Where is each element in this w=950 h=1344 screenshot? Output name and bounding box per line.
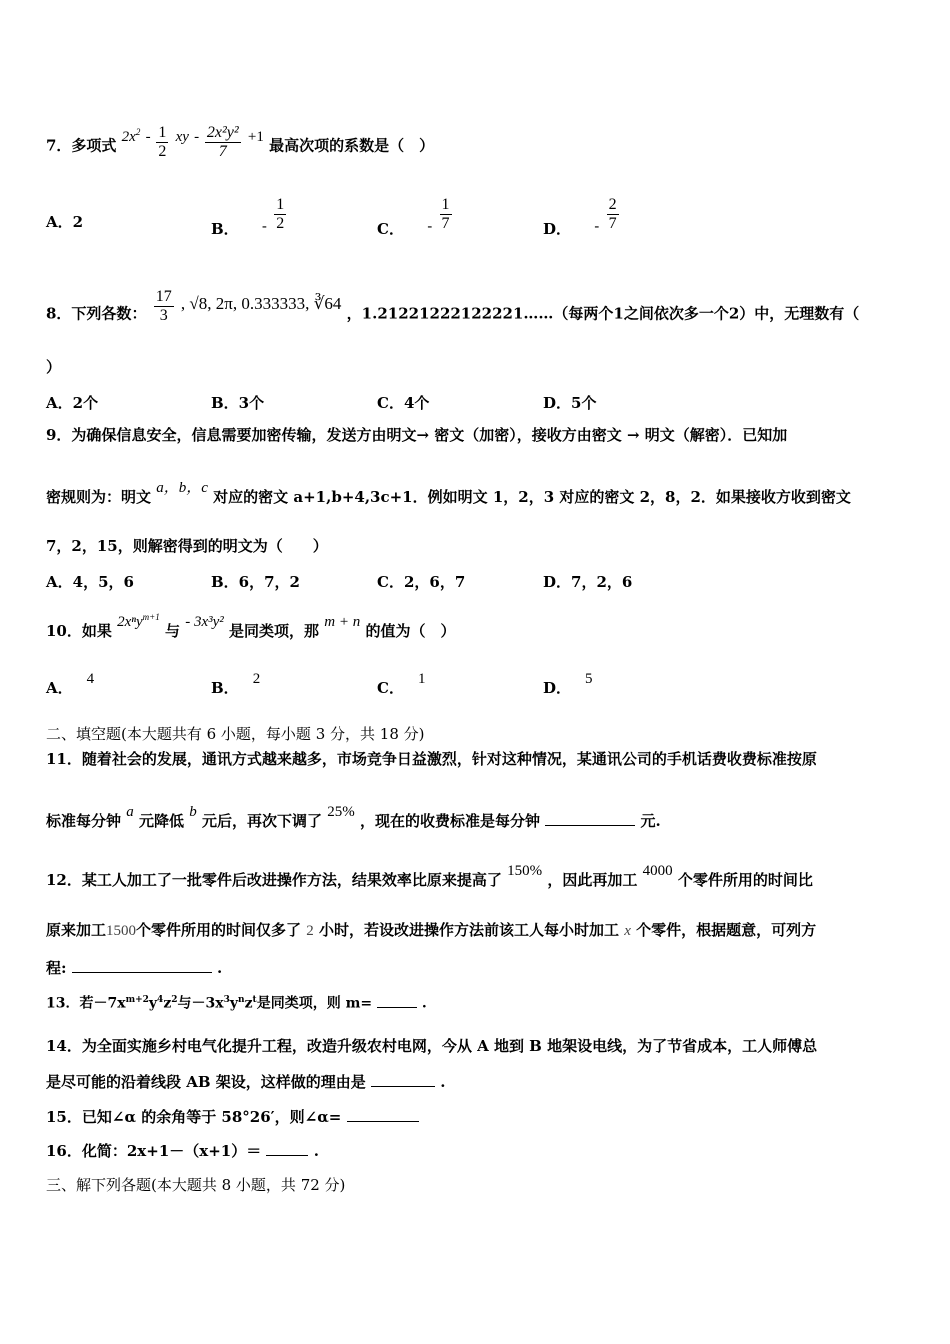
q15-answer-blank[interactable]: [347, 1107, 419, 1122]
q10-option-b: B． 2: [211, 671, 261, 697]
q8-close: ）: [46, 358, 62, 376]
q7-option-c: C． - $\frac{1}{7}$: [377, 196, 450, 238]
q7-label: 7．多项式: [46, 136, 117, 155]
q11-percent: 25%: [327, 804, 355, 820]
q9-line1: 9．为确保信息安全，信息需要加密传输，发送方由明文→ 密文（加密），接收方由密文 → 明文（解密）．已知加: [46, 426, 788, 444]
q8-frac: $\frac{17}{3}$: [155, 288, 172, 324]
q8-option-d: D．5个: [543, 394, 597, 412]
q13-answer-blank[interactable]: [377, 993, 417, 1008]
q7-option-a: A．2: [46, 213, 84, 231]
q12-line2: 原来加工1500个零件所用的时间仅多了 2 小时，若设改进操作方法前该工人每小时加工 x 个零件，根据题意，可列方: [46, 921, 817, 939]
q10-option-a: A． 4: [46, 671, 95, 697]
q12-line1: 12．某工人加工了一批零件后改进操作方法，结果效率比原来提高了 150% ，因此再加工 4000 个零件所用的时间比: [46, 863, 813, 889]
q7-frac1: $\frac{1}{2}$: [158, 124, 167, 160]
q8-label: 8．下列各数：: [46, 304, 147, 323]
q12-answer-blank[interactable]: [72, 958, 212, 973]
q8-option-b: B．3个: [211, 394, 265, 412]
q10-option-d: D． 5: [543, 671, 593, 697]
q7-tail: 最高次项的系数是（ ）: [269, 136, 435, 155]
q9-line2: 密规则为：明文 a，b，c 对应的密文 a+1,b+4,3c+1．例如明文 1，2，3 对应的密文 2，8，2．如果接收方收到密文: [46, 480, 851, 506]
q10-term1: 2xⁿy$^{m+1}$: [117, 612, 160, 630]
q10-line: 10．如果 2xⁿy$^{m+1}$ 与 - 3x³y² 是同类项，那 m + n 的值为（ ）: [46, 612, 456, 640]
q9-plaintext-vars: a，b，c: [156, 480, 208, 496]
q7-minus1: -: [145, 128, 155, 145]
q7-option-b: B． - $\frac{1}{2}$: [211, 196, 285, 238]
q8-line: [46, 288, 860, 333]
q15-line: 15．已知∠α 的余角等于 58°26′，则∠α=: [46, 1107, 419, 1127]
section-2-heading: 二、填空题(本大题共有 6 小题，每小题 3 分，共 18 分): [46, 725, 425, 743]
q9-option-a: A．4，5，6: [46, 573, 134, 591]
section-3-heading: 三、解下列各题(本大题共 8 小题，共 72 分): [46, 1176, 346, 1194]
q14-line2: 是尽可能的沿着线段 AB 架设，这样做的理由是 .: [46, 1073, 446, 1091]
q7-minus2: -: [194, 128, 203, 145]
q7-xy: xy: [175, 128, 189, 145]
q12-line3: 程: .: [46, 959, 223, 977]
q7-term-a: $2x^2$: [121, 126, 141, 145]
q8-tail: ，1.21221222122221……（每两个1之间依次多一个2）中，无理数有（: [346, 304, 860, 323]
q8-option-a: A．2个: [46, 394, 99, 412]
q13-line: 13．若$-7x^{m+2}y^4z^2$与$-3x^3y^nz^t$是同类项，则 m= .: [46, 990, 427, 1014]
q11-line1: 11．随着社会的发展，通讯方式越来越多，市场竞争日益激烈，针对这种情况，某通讯公司的手机话费收费标准按原: [46, 750, 817, 768]
q14-answer-blank[interactable]: [371, 1072, 435, 1087]
q11-line2: 标准每分钟 a 元降低 b 元后，再次下调了 25% ，现在的收费标准是每分钟 元.: [46, 804, 661, 830]
q11-answer-blank[interactable]: [545, 811, 635, 826]
q9-option-b: B．6，7，2: [211, 573, 300, 591]
q16-answer-blank[interactable]: [266, 1141, 308, 1156]
q8-option-c: C．4个: [377, 394, 430, 412]
q7-option-d: D． - $\frac{2}{7}$: [543, 196, 617, 238]
q10-m-plus-n: m + n: [324, 614, 361, 630]
q7-frac2: $\frac{\text{2x²y²}}{7}$: [206, 124, 239, 160]
q9-option-c: C．2，6，7: [377, 573, 466, 591]
q7-line: [46, 124, 435, 165]
q7-plus1: +1: [247, 128, 264, 145]
q14-line1: 14．为全面实施乡村电气化提升工程，改造升级农村电网，今从 A 地到 B 地架设电线，为了节省成本，工人师傅总: [46, 1037, 818, 1055]
q9-option-d: D．7，2，6: [543, 573, 633, 591]
q8-number-list: , √8, 2π, 0.333333, ∛64: [180, 293, 342, 313]
q10-option-c: C． 1: [377, 671, 426, 697]
q16-line: 16．化简：2x+1－（x+1）＝ .: [46, 1142, 319, 1160]
q10-term2: - 3x³y²: [185, 614, 224, 630]
q9-line3: 7，2，15，则解密得到的明文为（ ）: [46, 537, 328, 555]
